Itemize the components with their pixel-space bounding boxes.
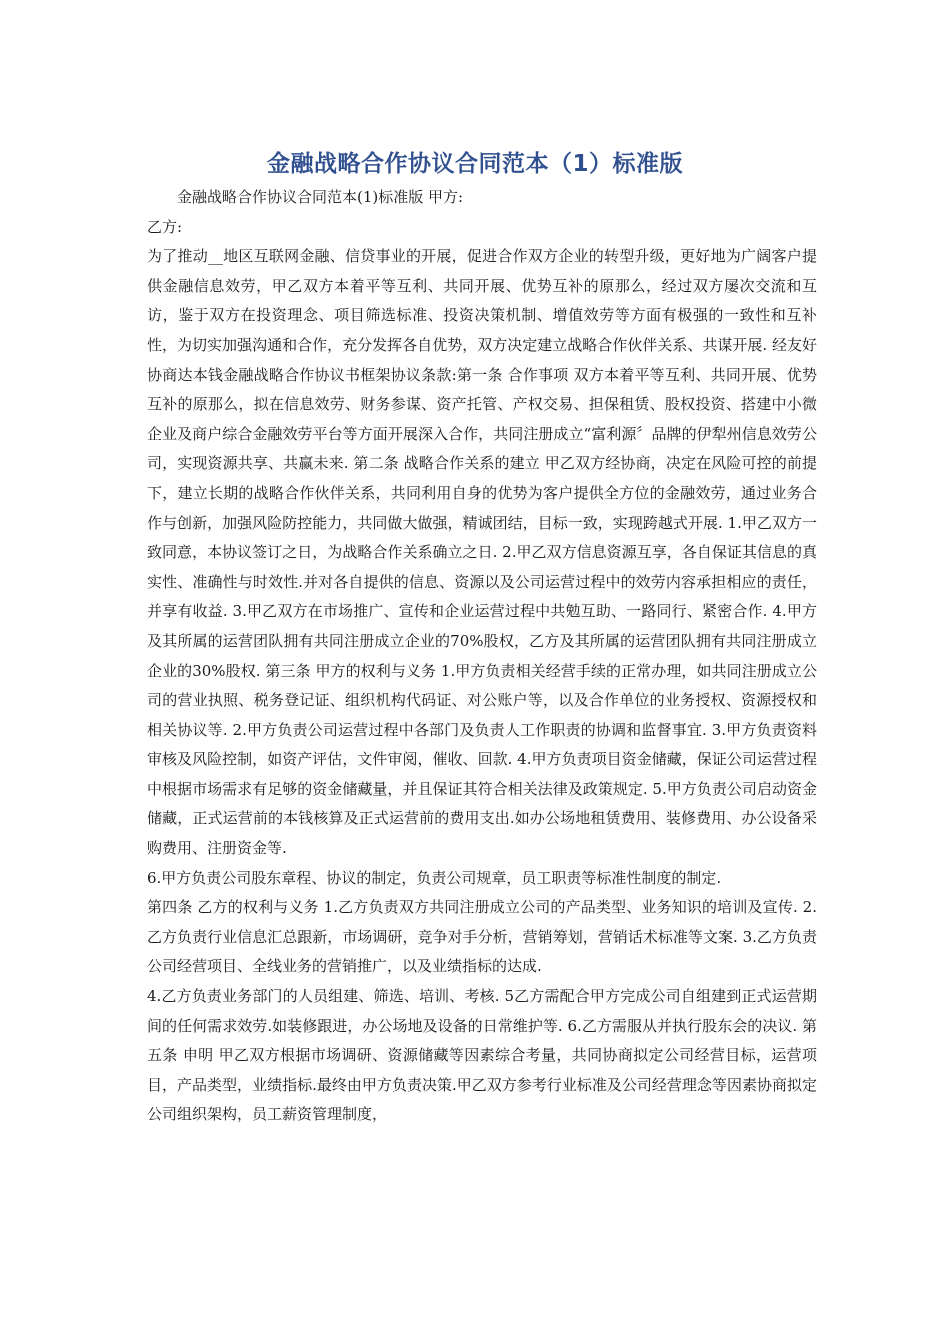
document-title: 金融战略合作协议合同范本（1）标准版: [266, 151, 683, 178]
intro-parties-line: 金融战略合作协议合同范本(1)标准版 甲方:: [177, 188, 464, 206]
clause-3-item-6: 6.甲方负责公司股东章程、协议的制定，负责公司规章，员工职责等标准性制度的制定.: [147, 868, 722, 887]
document-body: [147, 183, 817, 1130]
clause-4-paragraph: 第四条 乙方的权利与义务 1.乙方负责双方共同注册成立公司的产品类型、业务知识的培训及宣传. 2.乙方负责行业信息汇总跟新，市场调研，竞争对手分析，营销筹划，营销话术标准等文案. 3.乙方负责公司经营项目、全线业务的营销推广，以及业绩指标的达成.: [147, 898, 817, 976]
clause-4-5-paragraph: 4.乙方负责业务部门的人员组建、筛选、培训、考核. 5乙方需配合甲方完成公司自组建到正式运营期间的任何需求效劳.如装修跟进，办公场地及设备的日常维护等. 6.乙方需服从并执行股东会的决议. 第五条 申明 甲乙双方根据市场调研、资源储藏等因素综合考量，共同协商拟定公司经营目标，运营项目，产品类型，业绩指标.最终由甲方负责决策.甲乙双方参考行业标准及公司经营理念等因素协商拟定公司组织架构，员工薪资管理制度，: [147, 987, 817, 1124]
main-clauses-paragraph: 为了推动__地区互联网金融、信贷事业的开展，促进合作双方企业的转型升级，更好地为广阔客户提供金融信息效劳，甲乙双方本着平等互利、共同开展、优势互补的原那么，经过双方屡次交流和互访，鉴于双方在投资理念、项目筛选标准、投资决策机制、增值效劳等方面有极强的一致性和互补性，为切实加强沟通和合作，充分发挥各自优势，双方决定建立战略合作伙伴关系、共谋开展. 经友好协商达本钱金融战略合作协议书框架协议条款:第一条 合作事项 双方本着平等互利、共同开展、优势互补的原那么，拟在信息效劳、财务参谋、资产托管、产权交易、担保租赁、股权投资、搭建中小微企业及商户综合金融效劳平台等方面开展深入合作，共同注册成立“富利源〞品牌的伊犁州信息效劳公司，实现资源共享、共赢未来. 第二条 战略合作关系的建立 甲乙双方经协商，决定在风险可控的前提下，建立长期的战略合作伙伴关系，共同利用自身的优势为客户提供全方位的金融效劳，通过业务合作与创新，加强风险防控能力，共同做大做强，精诚团结，目标一致，实现跨越式开展. 1.甲乙双方一致同意，本协议签订之日，为战略合作关系确立之日. 2.甲乙双方信息资源互享，各自保证其信息的真实性、准确性与时效性.并对各自提供的信息、资源以及公司运营过程中的效劳内容承担相应的责任，并享有收益. 3.甲乙双方在市场推广、宣传和企业运营过程中共勉互助、一路同行、紧密合作. 4.甲方及其所属的运营团队拥有共同注册成立企业的70%股权，乙方及其所属的运营团队拥有共同注册成立企业的30%股权. 第三条 甲方的权利与义务 1.甲方负责相关经营手续的正常办理，如共同注册成立公司的营业执照、税务登记证、组织机构代码证、对公账户等，以及合作单位的业务授权、资源授权和相关协议等. 2.甲方负责公司运营过程中各部门及负责人工作职责的协调和监督事宜. 3.甲方负责资料审核及风险控制，如资产评估，文件审阅，催收、回款. 4.甲方负责项目资金储藏，保证公司运营过程中根据市场需求有足够的资金储藏量，并且保证其符合相关法律及政策规定. 5.甲方负责公司启动资金储藏，正式运营前的本钱核算及正式运营前的费用支出.如办公场地租赁费用、装修费用、办公设备采购费用、注册资金等.: [147, 247, 817, 858]
party-b-line: 乙方:: [147, 217, 183, 236]
